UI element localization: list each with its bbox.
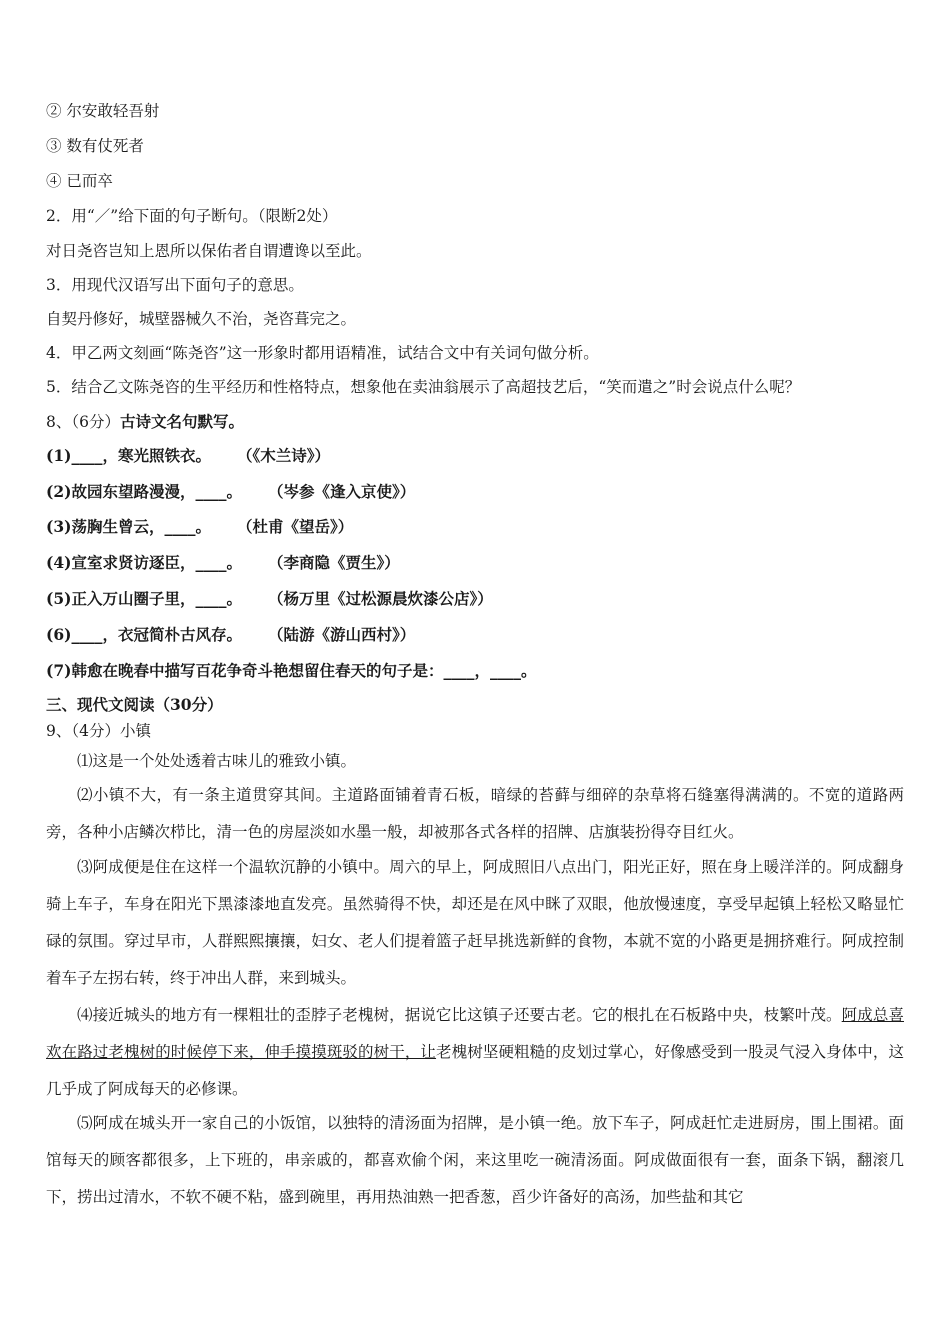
poem-line: (1)____，寒光照铁衣。 xyxy=(46,446,211,465)
poem-source: 杜甫《望岳》） xyxy=(252,517,354,536)
poem-line: (4)宣室求贤访逐臣，____。 xyxy=(46,553,242,572)
question-8-heading xyxy=(46,412,244,432)
poem-source: 岑参《逢入京使》） xyxy=(283,482,416,501)
section-3-title: 三、现代文阅读（30分） xyxy=(46,695,223,714)
question-8-score: 8、（6分） xyxy=(46,413,120,431)
underlined-sentence: 阿成总喜欢在路过老槐树的时候停下来，伸手摸摸斑驳的树干，让 xyxy=(46,1006,904,1061)
question-5: 5．结合乙文陈尧咨的生平经历和性格特点，想象他在卖油翁展示了高超技艺后，“笑而遣之”时会说点什么呢？ xyxy=(46,378,801,396)
poem-item: (3)荡胸生曾云，____。 （杜甫《望岳》） xyxy=(46,517,354,536)
poem-source: 杨万里《过松源晨炊漆公店》） xyxy=(283,589,493,608)
question-9-heading: 9、（4分）小镇 xyxy=(46,722,151,740)
poem-item: (5)正入万山圈子里，____。 （杨万里《过松源晨炊漆公店》） xyxy=(46,589,493,608)
question-3: 3．用现代汉语写出下面句子的意思。 xyxy=(46,276,304,294)
poem-line: (2)故园东望路漫漫，____。 xyxy=(46,482,242,501)
passage-paragraph-1: ⑴这是一个处处透着古味儿的雅致小镇。 xyxy=(77,752,357,770)
passage-paragraph-4: ⑷接近城头的地方有一棵粗壮的歪脖子老槐树，据说它比这镇子还要古老。它的根扎在石板路中央，枝繁叶茂。阿成总喜欢在路过老槐树的时候停下来，伸手摸摸斑驳的树干，让老槐树坚硬粗糙的皮划过掌心，好像感受到一股灵气浸入身体中，这几乎成了阿成每天的必修课。 xyxy=(46,1006,904,1098)
question-8-title: 古诗文名句默写。 xyxy=(119,412,244,431)
passage-paragraph-5: ⑸阿成在城头开一家自己的小饭馆，以独特的清汤面为招牌，是小镇一绝。放下车子，阿成赶忙走进厨房，围上围裙。面馆每天的顾客都很多，上下班的，串亲戚的，都喜欢偷个闲，来这里吃一碗清汤面。阿成做面很有一套，面条下锅，翻滚几下，捞出过清水，不软不硬不粘，盛到碗里，再用热油熟一把香葱，舀少许备好的高汤，加些盐和其它 xyxy=(46,1114,904,1206)
poem-item: (1)____，寒光照铁衣。 （《木兰诗》） xyxy=(46,446,330,465)
poem-source: 《木兰诗》） xyxy=(252,446,330,465)
poem-item: (4)宣室求贤访逐臣，____。 （李商隐《贾生》） xyxy=(46,553,400,572)
passage-paragraph-2: ⑵小镇不大，有一条主道贯穿其间。主道路面铺着青石板，暗绿的苔藓与细碎的杂草将石缝塞得满满的。不宽的道路两旁，各种小店鳞次栉比，清一色的房屋淡如水墨一般，却被那各式各样的招牌、店旗装扮得夺目红火。 xyxy=(46,786,904,841)
sub-item: ③ 数有仗死者 xyxy=(46,137,144,155)
poem-source: 李商隐《贾生》） xyxy=(283,553,400,572)
sub-item: ④ 已而卒 xyxy=(46,172,113,190)
poem-item: (2)故园东望路漫漫，____。 （岑参《逢入京使》） xyxy=(46,482,416,501)
passage-paragraph-3: ⑶阿成便是住在这样一个温软沉静的小镇中。周六的早上，阿成照旧八点出门，阳光正好，照在身上暖洋洋的。阿成翻身骑上车子，车身在阳光下黑漆漆地直发亮。虽然骑得不快，却还是在风中眯了双眼，他放慢速度，享受早起镇上轻松又略显忙碌的氛围。穿过早市，人群熙熙攘攘，妇女、老人们提着篮子赶早挑选新鲜的食物，本就不宽的小路更是拥挤难行。阿成控制着车子左拐右转，终于冲出人群，来到城头。 xyxy=(46,858,904,987)
poem-item-7: (7)韩愈在晚春中描写百花争奇斗艳想留住春天的句子是：____，____。 xyxy=(46,661,537,680)
question-3-text: 自契丹修好，城壁器械久不治，尧咨葺完之。 xyxy=(46,310,357,328)
question-2: 2．用“／”给下面的句子断句。（限断2处） xyxy=(46,207,338,225)
poem-line: (5)正入万山圈子里，____。 xyxy=(46,589,242,608)
poem-item: (6)____，衣冠简朴古风存。 （陆游《游山西村》） xyxy=(46,625,416,644)
poem-source: 陆游《游山西村》） xyxy=(283,625,416,644)
sub-item: ② 尔安敢轻吾射 xyxy=(46,102,160,120)
question-4: 4．甲乙两文刻画“陈尧咨”这一形象时都用语精准，试结合文中有关词句做分析。 xyxy=(46,344,599,362)
poem-line: (3)荡胸生曾云，____。 xyxy=(46,517,211,536)
poem-line: (6)____，衣冠简朴古风存。 xyxy=(46,625,242,644)
question-2-text: 对日尧咨岂知上恩所以保佑者自谓遭谗以至此。 xyxy=(46,242,372,260)
